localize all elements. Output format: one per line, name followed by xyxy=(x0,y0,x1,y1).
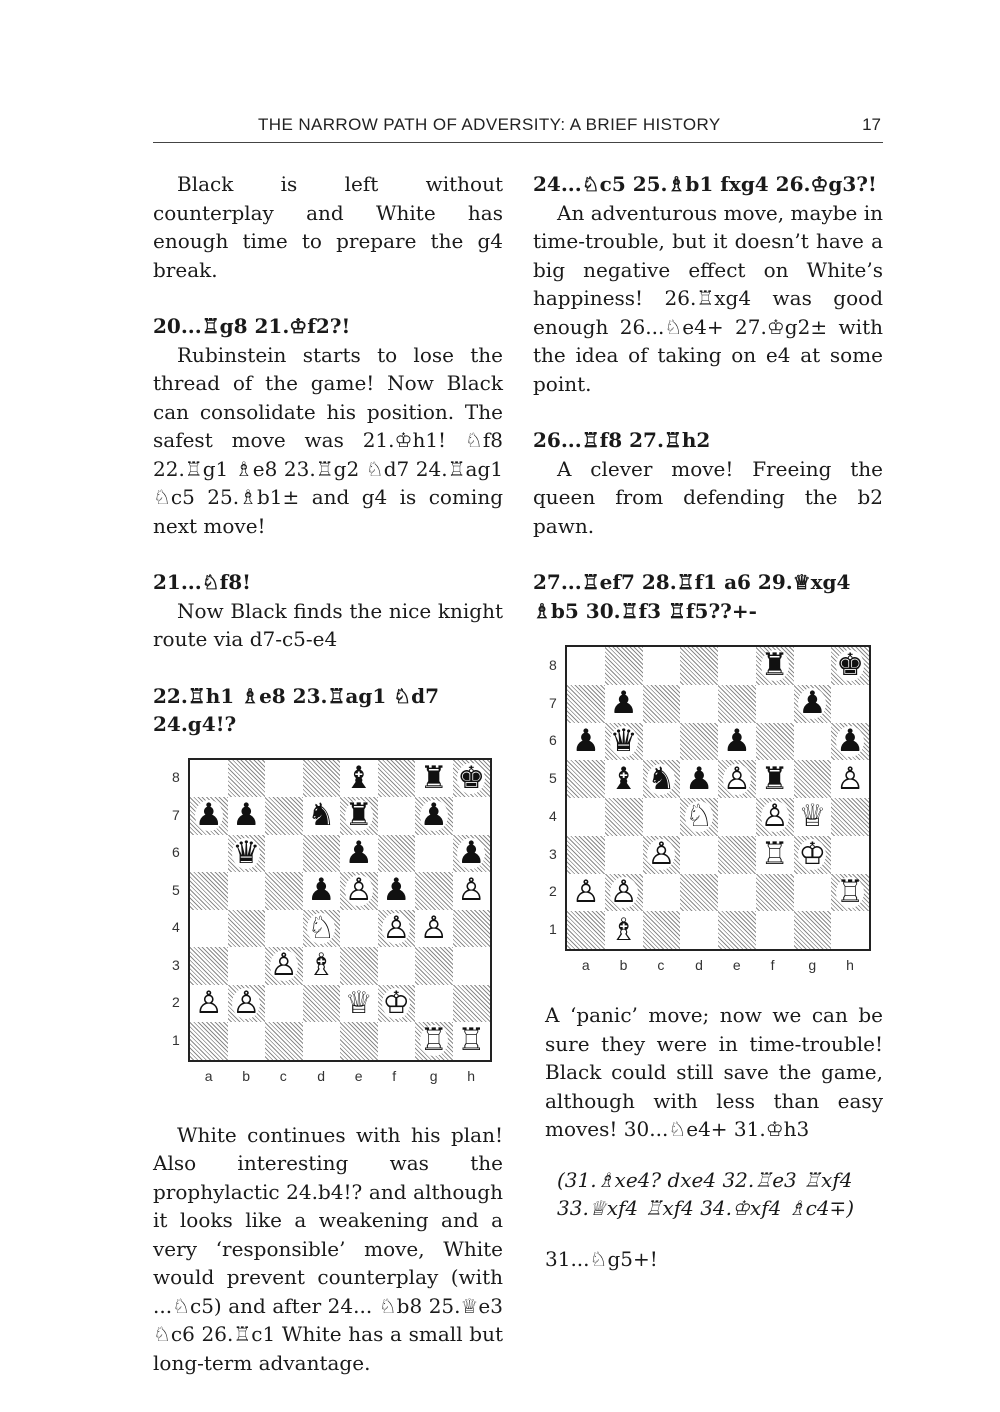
file-label: f xyxy=(392,1067,397,1084)
square-a4 xyxy=(567,798,605,836)
square-h3 xyxy=(453,947,491,985)
chess-piece: ♟ xyxy=(307,872,336,909)
chess-piece: ♟ xyxy=(457,834,486,871)
square-e1 xyxy=(718,911,756,949)
square-f2 xyxy=(756,874,794,912)
right-moves-3: 27...♖ef7 28.♖f1 a6 29.♕xg4 ♗b5 30.♖f3 ♖f5??+- xyxy=(533,570,851,623)
square-e2 xyxy=(718,874,756,912)
left-paragraph-4: White continues with his plan! Also interesting was the prophylactic 24.b4!? and although it looks like a weakening and a very ‘responsible’ move, White would prevent counterplay (with ...♘c5) and after 24... ♘b8 25.♕e3 ♘c6 26.♖c1 White has a small but long-term advantage. xyxy=(153,1122,503,1375)
chess-board-1 xyxy=(188,758,492,1062)
square-c6 xyxy=(265,835,303,873)
square-b2 xyxy=(605,874,643,912)
square-g8 xyxy=(794,647,832,685)
chess-board-2 xyxy=(565,645,871,951)
rank-label: 1 xyxy=(549,921,557,938)
right-paragraph-2: A clever move! Freeing the queen from defending the b2 pawn. xyxy=(533,456,883,538)
chess-piece: ♙ xyxy=(609,873,638,910)
square-g1 xyxy=(794,911,832,949)
square-h3 xyxy=(831,836,869,874)
square-a3 xyxy=(567,836,605,874)
square-h4 xyxy=(831,798,869,836)
chess-piece: ♟ xyxy=(232,797,261,834)
right-paragraph-3: A ‘panic’ move; now we can be sure they were in time-trouble! Black could still save the game, although with less than easy moves! 30...♘e4+ 31.♔h3 xyxy=(545,1003,883,1141)
square-d4 xyxy=(303,910,341,948)
square-a2 xyxy=(567,874,605,912)
square-h7 xyxy=(831,685,869,723)
square-d3 xyxy=(303,947,341,985)
square-d2 xyxy=(303,985,341,1023)
square-e5 xyxy=(340,872,378,910)
file-label: g xyxy=(429,1067,438,1084)
chess-piece: ♖ xyxy=(457,1022,486,1059)
square-h7 xyxy=(453,797,491,835)
chess-piece: ♙ xyxy=(571,873,600,910)
chess-piece: ♜ xyxy=(344,797,373,834)
chess-piece: ♙ xyxy=(344,872,373,909)
chess-piece: ♛ xyxy=(232,834,261,871)
chess-piece: ♟ xyxy=(194,797,223,834)
file-label: h xyxy=(846,957,854,973)
chess-piece: ♕ xyxy=(344,984,373,1021)
square-f5 xyxy=(378,872,416,910)
square-g4 xyxy=(415,910,453,948)
square-c3 xyxy=(265,947,303,985)
square-b4 xyxy=(228,910,266,948)
square-h2 xyxy=(831,874,869,912)
square-e1 xyxy=(340,1022,378,1060)
square-f4 xyxy=(756,798,794,836)
rank-label: 8 xyxy=(172,769,180,786)
square-a7 xyxy=(190,797,228,835)
file-label: a xyxy=(204,1067,213,1084)
rank-label: 4 xyxy=(549,807,557,824)
rank-label: 5 xyxy=(172,881,180,898)
file-label: e xyxy=(732,957,741,973)
rank-label: 3 xyxy=(549,845,557,862)
chess-piece: ♗ xyxy=(307,947,336,984)
square-d1 xyxy=(680,911,718,949)
square-b8 xyxy=(605,647,643,685)
square-d8 xyxy=(303,760,341,798)
file-label: a xyxy=(581,957,590,973)
square-h1 xyxy=(831,911,869,949)
chess-piece: ♙ xyxy=(836,760,865,797)
left-paragraph-2: Rubinstein starts to lose the thread of the game! Now Black can consolidate his position. The safest move was 21.♔h1! ♘f8 22.♖g1 ♗e8 23.♖g2 ♘d7 24.♖ag1 ♘c5 25.♗b1± and g4 is coming next move! xyxy=(153,342,503,538)
square-a8 xyxy=(190,760,228,798)
square-b7 xyxy=(228,797,266,835)
square-a1 xyxy=(567,911,605,949)
square-c5 xyxy=(643,760,681,798)
square-f6 xyxy=(756,723,794,761)
square-h6 xyxy=(453,835,491,873)
rank-label: 5 xyxy=(549,770,557,787)
left-paragraph-3: Now Black finds the nice knight route via d7-c5-e4 xyxy=(153,598,503,651)
chess-piece: ♝ xyxy=(344,759,373,796)
file-label: c xyxy=(279,1067,287,1084)
chess-piece: ♙ xyxy=(760,798,789,835)
square-f8 xyxy=(756,647,794,685)
square-c8 xyxy=(643,647,681,685)
chess-piece: ♙ xyxy=(232,984,261,1021)
square-b3 xyxy=(605,836,643,874)
square-g2 xyxy=(794,874,832,912)
rank-label: 7 xyxy=(172,806,180,823)
square-f1 xyxy=(756,911,794,949)
square-g6 xyxy=(794,723,832,761)
rank-label: 4 xyxy=(172,919,180,936)
square-c2 xyxy=(265,985,303,1023)
rank-label: 6 xyxy=(172,844,180,861)
square-d6 xyxy=(680,723,718,761)
square-c3 xyxy=(643,836,681,874)
chess-diagram-2 xyxy=(533,625,883,1001)
square-e7 xyxy=(718,685,756,723)
chess-piece: ♖ xyxy=(760,836,789,873)
square-h5 xyxy=(831,760,869,798)
file-label: c xyxy=(657,957,665,973)
square-f3 xyxy=(378,947,416,985)
square-g3 xyxy=(415,947,453,985)
square-h6 xyxy=(831,723,869,761)
square-b1 xyxy=(228,1022,266,1060)
square-a1 xyxy=(190,1022,228,1060)
square-a4 xyxy=(190,910,228,948)
square-c7 xyxy=(643,685,681,723)
chess-piece: ♟ xyxy=(382,872,411,909)
chess-piece: ♔ xyxy=(798,836,827,873)
square-g2 xyxy=(415,985,453,1023)
square-e4 xyxy=(340,910,378,948)
chess-piece: ♙ xyxy=(269,947,298,984)
square-e7 xyxy=(340,797,378,835)
right-moves-1: 24...♘c5 25.♗b1 fxg4 26.♔g3?! xyxy=(533,172,877,196)
square-h4 xyxy=(453,910,491,948)
square-b2 xyxy=(228,985,266,1023)
square-e3 xyxy=(718,836,756,874)
square-d7 xyxy=(680,685,718,723)
right-moves-2: 26...♖f8 27.♖h2 xyxy=(533,428,711,452)
file-label: d xyxy=(317,1067,326,1084)
square-c1 xyxy=(265,1022,303,1060)
square-c6 xyxy=(643,723,681,761)
rank-label: 3 xyxy=(172,956,180,973)
chess-diagram-1 xyxy=(153,739,503,1121)
chess-piece: ♙ xyxy=(457,872,486,909)
square-a2 xyxy=(190,985,228,1023)
square-a6 xyxy=(190,835,228,873)
chess-piece: ♜ xyxy=(760,647,789,684)
chess-piece: ♙ xyxy=(419,909,448,946)
square-d2 xyxy=(680,874,718,912)
chess-piece: ♟ xyxy=(571,722,600,759)
square-b8 xyxy=(228,760,266,798)
square-a6 xyxy=(567,723,605,761)
square-h8 xyxy=(453,760,491,798)
file-label: h xyxy=(467,1067,476,1084)
chess-piece: ♛ xyxy=(609,722,638,759)
square-g1 xyxy=(415,1022,453,1060)
square-c2 xyxy=(643,874,681,912)
square-f1 xyxy=(378,1022,416,1060)
chess-piece: ♞ xyxy=(647,760,676,797)
square-g5 xyxy=(415,872,453,910)
page-number: 17 xyxy=(862,115,881,134)
right-variation: (31.♗xe4? dxe4 32.♖e3 ♖xf4 33.♕xf4 ♖xf4 34.♔xf4 ♗c4∓) xyxy=(557,1167,855,1220)
chess-piece: ♚ xyxy=(836,647,865,684)
square-d4 xyxy=(680,798,718,836)
file-label: g xyxy=(808,957,817,973)
chess-piece: ♙ xyxy=(194,984,223,1021)
square-e3 xyxy=(340,947,378,985)
square-d7 xyxy=(303,797,341,835)
square-d1 xyxy=(303,1022,341,1060)
chess-piece: ♙ xyxy=(722,760,751,797)
square-a7 xyxy=(567,685,605,723)
rank-label: 6 xyxy=(549,732,557,749)
chess-piece: ♟ xyxy=(836,722,865,759)
square-d5 xyxy=(680,760,718,798)
right-column xyxy=(533,170,883,1273)
square-c5 xyxy=(265,872,303,910)
square-e8 xyxy=(340,760,378,798)
square-g4 xyxy=(794,798,832,836)
chess-piece: ♜ xyxy=(419,759,448,796)
rank-label: 1 xyxy=(172,1031,180,1048)
square-h8 xyxy=(831,647,869,685)
running-header xyxy=(153,112,883,143)
square-b5 xyxy=(228,872,266,910)
square-f8 xyxy=(378,760,416,798)
left-column xyxy=(153,170,503,1377)
square-f7 xyxy=(378,797,416,835)
square-g3 xyxy=(794,836,832,874)
square-e8 xyxy=(718,647,756,685)
square-e5 xyxy=(718,760,756,798)
rank-label: 8 xyxy=(549,656,557,673)
square-a3 xyxy=(190,947,228,985)
square-b6 xyxy=(605,723,643,761)
right-moves-4: 31...♘g5+! xyxy=(545,1246,658,1271)
square-b7 xyxy=(605,685,643,723)
left-paragraph-1: Black is left without counterplay and White has enough time to prepare the g4 break. xyxy=(153,172,503,282)
chess-piece: ♗ xyxy=(609,911,638,948)
chess-piece: ♟ xyxy=(344,834,373,871)
square-f4 xyxy=(378,910,416,948)
square-f2 xyxy=(378,985,416,1023)
square-e2 xyxy=(340,985,378,1023)
square-g7 xyxy=(415,797,453,835)
chess-piece: ♚ xyxy=(457,759,486,796)
chess-piece: ♖ xyxy=(836,873,865,910)
rank-label: 2 xyxy=(172,994,180,1011)
square-f7 xyxy=(756,685,794,723)
square-e4 xyxy=(718,798,756,836)
chess-piece: ♕ xyxy=(798,798,827,835)
square-f6 xyxy=(378,835,416,873)
chess-piece: ♙ xyxy=(382,909,411,946)
chess-piece: ♞ xyxy=(307,797,336,834)
chess-piece: ♘ xyxy=(307,909,336,946)
left-moves-2: 21...♘f8! xyxy=(153,570,251,594)
square-a5 xyxy=(190,872,228,910)
file-label: f xyxy=(770,957,775,973)
chess-piece: ♟ xyxy=(685,760,714,797)
square-b5 xyxy=(605,760,643,798)
left-moves-1: 20...♖g8 21.♔f2?! xyxy=(153,314,351,338)
square-h2 xyxy=(453,985,491,1023)
file-label: e xyxy=(354,1067,363,1084)
file-label: b xyxy=(619,957,628,973)
square-e6 xyxy=(340,835,378,873)
left-moves-3: 22.♖h1 ♗e8 23.♖ag1 ♘d7 24.g4!? xyxy=(153,683,440,736)
square-g5 xyxy=(794,760,832,798)
file-label: d xyxy=(695,957,703,973)
rank-label: 2 xyxy=(549,883,557,900)
square-c1 xyxy=(643,911,681,949)
square-h1 xyxy=(453,1022,491,1060)
square-a5 xyxy=(567,760,605,798)
square-e6 xyxy=(718,723,756,761)
square-c8 xyxy=(265,760,303,798)
square-h5 xyxy=(453,872,491,910)
file-label: b xyxy=(242,1067,251,1084)
square-b6 xyxy=(228,835,266,873)
square-f5 xyxy=(756,760,794,798)
square-b3 xyxy=(228,947,266,985)
chess-piece: ♘ xyxy=(685,798,714,835)
rank-label: 7 xyxy=(549,694,557,711)
square-b1 xyxy=(605,911,643,949)
square-a8 xyxy=(567,647,605,685)
chess-piece: ♖ xyxy=(419,1022,448,1059)
square-g8 xyxy=(415,760,453,798)
square-d3 xyxy=(680,836,718,874)
header-title: THE NARROW PATH OF ADVERSITY: A BRIEF HISTORY xyxy=(258,115,721,134)
square-d6 xyxy=(303,835,341,873)
chess-piece: ♝ xyxy=(609,760,638,797)
square-b4 xyxy=(605,798,643,836)
chess-piece: ♟ xyxy=(722,722,751,759)
right-paragraph-1: An adventurous move, maybe in time-trouble, but it doesn’t have a big negative effect on White’s happiness! 26.♖xg4 was good enough 26...♘e4+ 27.♔g2± with the idea of taking on e4 at some point. xyxy=(533,200,883,396)
chess-piece: ♟ xyxy=(419,797,448,834)
square-d8 xyxy=(680,647,718,685)
square-d5 xyxy=(303,872,341,910)
square-g6 xyxy=(415,835,453,873)
chess-piece: ♟ xyxy=(798,685,827,722)
square-c4 xyxy=(643,798,681,836)
chess-piece: ♜ xyxy=(760,760,789,797)
square-f3 xyxy=(756,836,794,874)
square-c4 xyxy=(265,910,303,948)
square-g7 xyxy=(794,685,832,723)
square-c7 xyxy=(265,797,303,835)
chess-piece: ♟ xyxy=(609,685,638,722)
chess-piece: ♙ xyxy=(647,836,676,873)
chess-piece: ♔ xyxy=(382,984,411,1021)
